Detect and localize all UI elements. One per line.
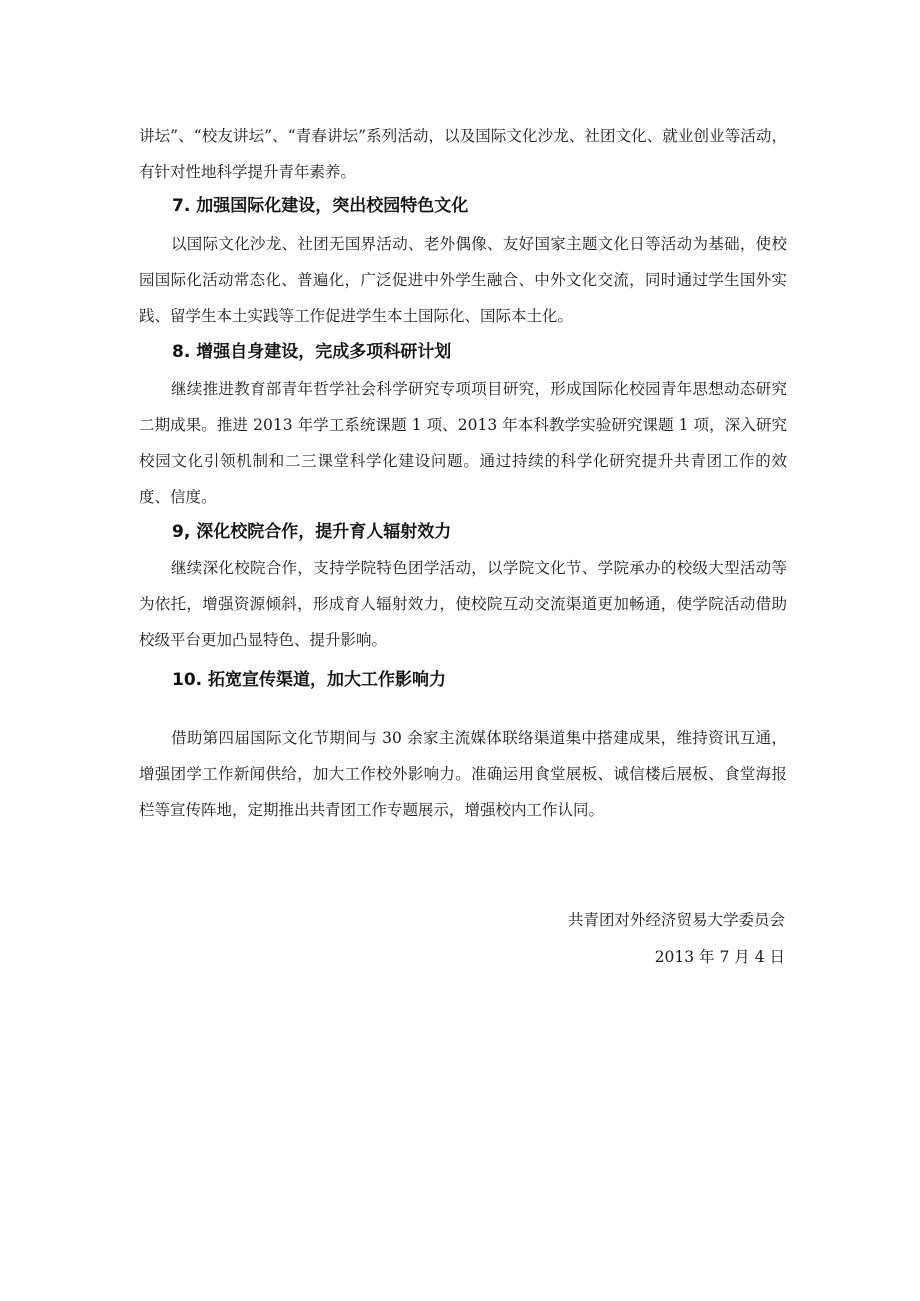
section-8-body: 继续推进教育部青年哲学社会科学研究专项项目研究，形成国际化校园青年思想动态研究二期成果。推进 2013 年学工系统课题 1 项、2013 年本科教学实验研究课题 1 项，深入研究校园文化引领机制和二三课堂科学化建设问题。通过持续的科学化研究提升共青团工作的效度、信度。 bbox=[139, 380, 787, 506]
section-8-heading: 8. 增强自身建设，完成多项科研计划 bbox=[172, 342, 452, 362]
signature-organization: 共青团对外经济贸易大学委员会 bbox=[567, 911, 785, 929]
section-7-heading: 7. 加强国际化建设，突出校园特色文化 bbox=[172, 196, 469, 216]
section-7-body: 以国际文化沙龙、社团无国界活动、老外偶像、友好国家主题文化日等活动为基础，使校园国际化活动常态化、普遍化，广泛促进中外学生融合、中外文化交流，同时通过学生国外实践、留学生本土实践等工作促进学生本土国际化、国际本土化。 bbox=[139, 235, 787, 325]
section-9-body: 继续深化校院合作，支持学院特色团学活动，以学院文化节、学院承办的校级大型活动等为依托，增强资源倾斜，形成育人辐射效力，使校院互动交流渠道更加畅通，使学院活动借助校级平台更加凸显特色、提升影响。 bbox=[139, 559, 787, 649]
intro-continuation-paragraph: 讲坛”、“校友讲坛”、“青春讲坛”系列活动，以及国际文化沙龙、社团文化、就业创业等活动，有针对性地科学提升青年素养。 bbox=[139, 127, 787, 181]
signature-date: 2013 年 7 月 4 日 bbox=[654, 948, 785, 966]
section-10-body: 借助第四届国际文化节期间与 30 余家主流媒体联络渠道集中搭建成果，维持资讯互通，增强团学工作新闻供给，加大工作校外影响力。准确运用食堂展板、诚信楼后展板、食堂海报栏等宣传阵地，定期推出共青团工作专题展示，增强校内工作认同。 bbox=[139, 729, 787, 819]
section-10-heading: 10. 拓宽宣传渠道，加大工作影响力 bbox=[172, 670, 447, 690]
section-9-heading: 9, 深化校院合作，提升育人辐射效力 bbox=[172, 522, 452, 542]
